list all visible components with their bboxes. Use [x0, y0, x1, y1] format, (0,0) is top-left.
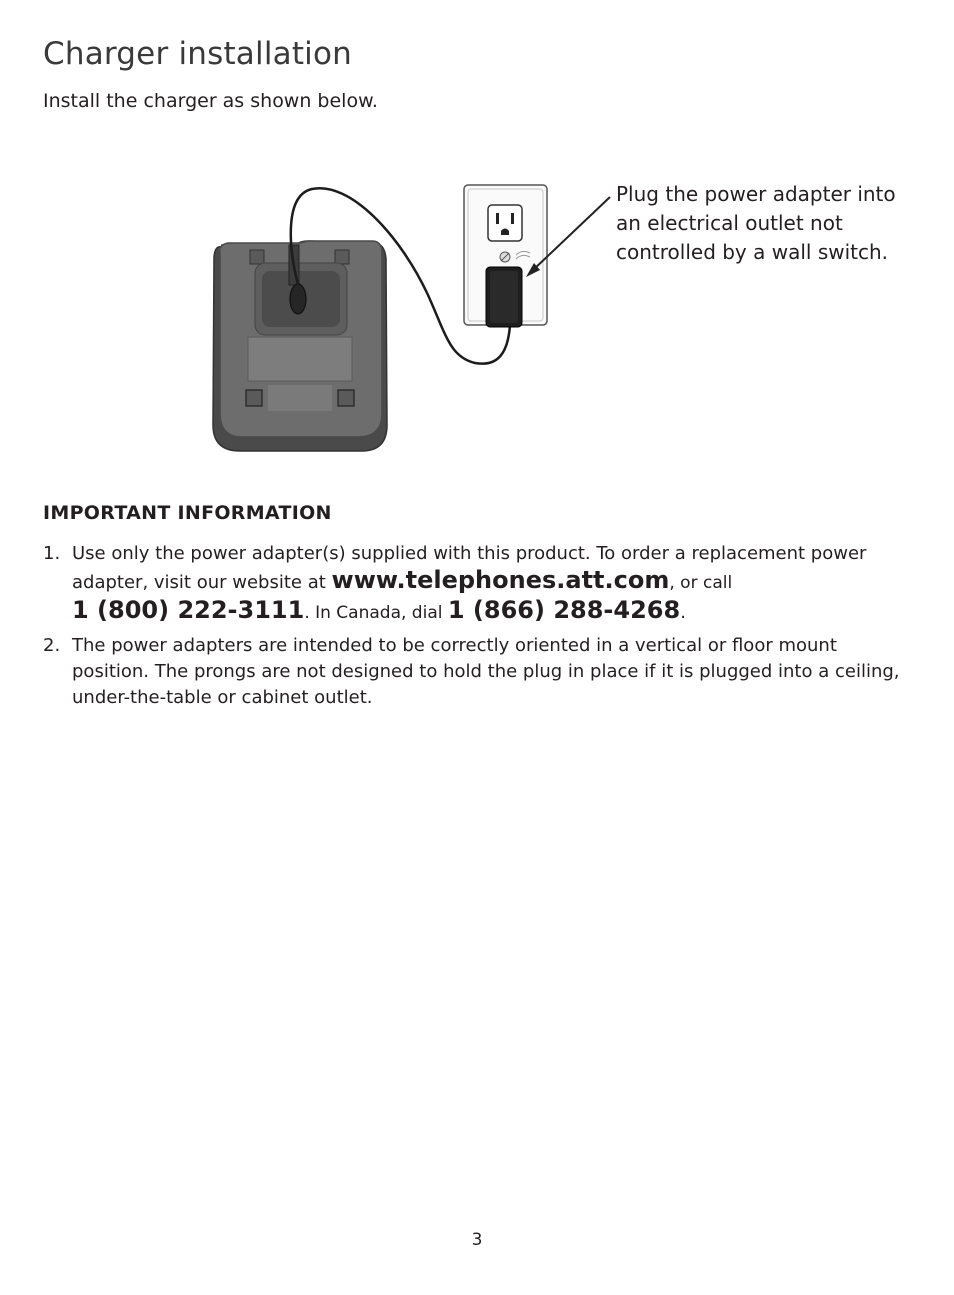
list-item — [43, 633, 913, 711]
list-item — [43, 540, 913, 627]
intro-text: Install the charger as shown below. — [43, 90, 378, 112]
charger-base-icon — [213, 241, 387, 451]
charger-installation-illustration — [200, 175, 620, 460]
item-text: . — [680, 602, 686, 623]
item-text: , or call — [669, 573, 733, 593]
item-text: Use only the power adapter(s) supplied with this product. To order a replacement power adapter, visit our website at — [72, 543, 867, 593]
list-number: 1. — [43, 543, 61, 564]
phone-number-us: 1 (800) 222-3111 — [72, 596, 305, 624]
important-info-heading: IMPORTANT INFORMATION — [43, 502, 332, 524]
phone-number-canada: 1 (866) 288-4268 — [447, 596, 681, 624]
page-number: 3 — [471, 1230, 483, 1250]
item-text: The power adapters are intended to be correctly oriented in a vertical or floor mount position. The prongs are not designed to hold the plug in place if it is plugged into a ceiling, under-the-table or cabinet outlet. — [72, 635, 900, 708]
important-info-list — [43, 540, 913, 711]
callout-text: Plug the power adapter into an electrical outlet not controlled by a wall switch. — [616, 182, 896, 264]
website-link[interactable]: www.telephones.att.com — [331, 566, 670, 594]
item-text: . In Canada, dial — [304, 603, 448, 623]
page-title: Charger installation — [43, 36, 353, 72]
power-adapter-icon — [486, 267, 522, 327]
list-number: 2. — [43, 635, 61, 656]
